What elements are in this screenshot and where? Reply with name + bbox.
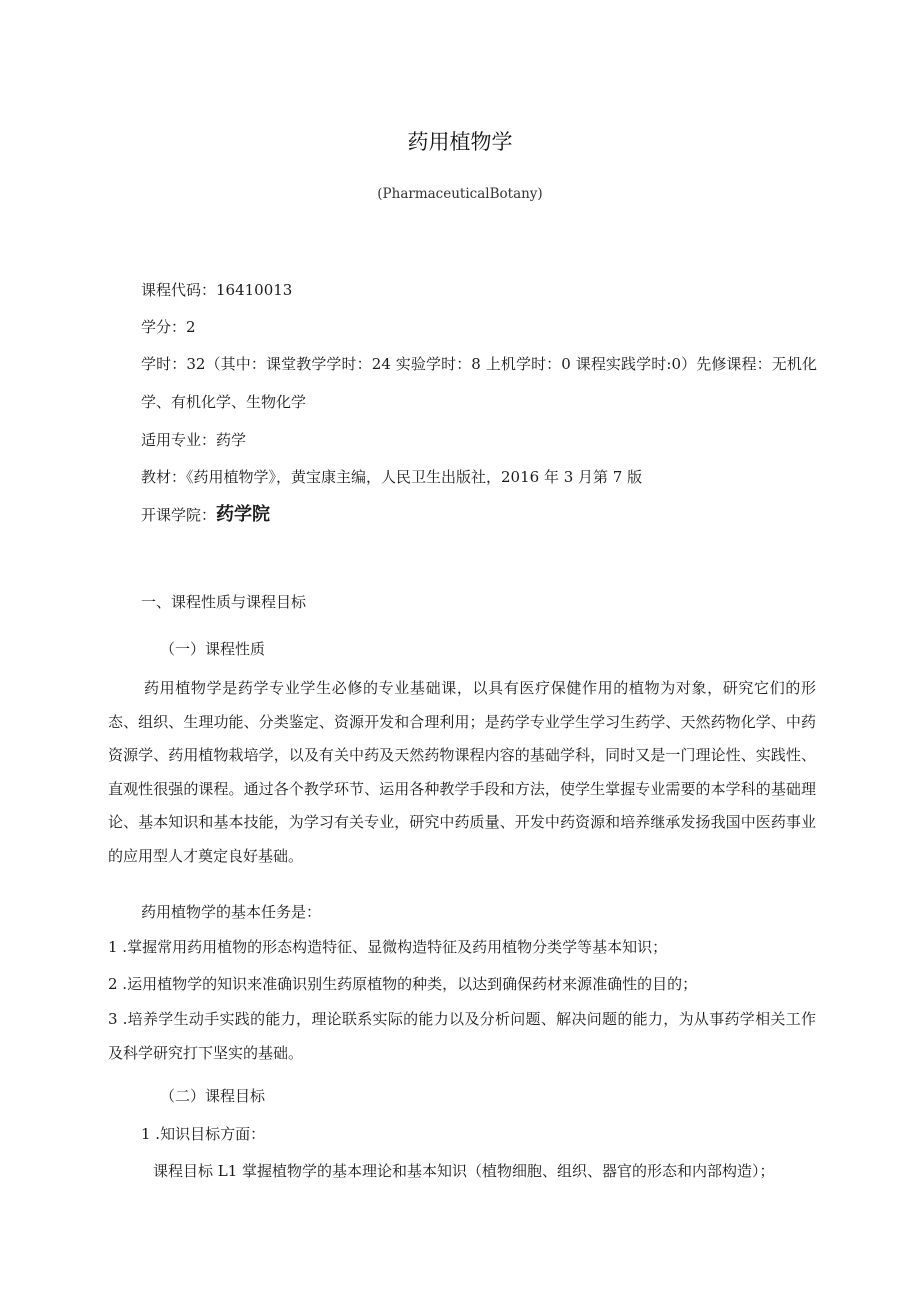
task-item-3: 3 .培养学生动手实践的能力，理论联系实际的能力以及分析问题、解决问题的能力，为从事药学相关工作及科学研究打下坚实的基础。 [108,1010,816,1062]
credits: 学分：2 [141,318,196,336]
college-label: 开课学院： [141,506,217,524]
page-subtitle: (PharmaceuticalBotany) [377,186,543,202]
tasks-intro: 药用植物学的基本任务是： [141,903,322,921]
textbook: 教材：《药用植物学》，黄宝康主编，人民卫生出版社，2016 年 3 月第 7 版 [141,468,643,486]
page-title: 药用植物学 [407,130,513,154]
college-value: 药学院 [216,504,271,525]
applicable-major: 适用专业：药学 [141,431,247,449]
course-nature-paragraph: 药用植物学是药学专业学生必修的专业基础课，以具有医疗保健作用的植物为对象，研究它们的形态、组织、生理功能、分类鉴定、资源开发和合理利用；是药学专业学生学习生药学、天然药物化学、中药资源学、药用植物栽培学，以及有关中药及天然药物课程内容的基础学科，同时又是一门理论性、实践性、直观性很强的课程。通过各个教学环节、运用各种教学手段和方法，使学生掌握专业需要的本学科的基础理论、基本知识和基本技能，为学习有关专业，研究中药质量、开发中药资源和培养继承发扬我国中医药事业的应用型人才奠定良好基础。 [108,679,816,865]
course-goal-1-1: 课程目标 L1 掌握植物学的基本理论和基本知识（植物细胞、组织、器官的形态和内部构造）； [153,1162,775,1180]
task-item-2: 2 .运用植物学的知识来准确识别生药原植物的种类，以达到确保药材来源准确性的目的； [108,975,698,993]
course-code: 课程代码：16410013 [141,281,293,299]
subsection-heading-nature: （一）课程性质 [160,640,266,658]
hours-and-prerequisites: 学时：32（其中：课堂教学学时：24 实验学时：8 上机学时：0 课程实践学时:0）先修课程：无机化学、有机化学、生物化学 [141,355,817,411]
task-item-1: 1 .掌握常用药用植物的形态构造特征、显微构造特征及药用植物分类学等基本知识； [108,938,668,956]
college-row [141,505,270,525]
knowledge-goals-heading: 1 .知识目标方面： [141,1125,266,1143]
section-heading-1: 一、课程性质与课程目标 [141,593,307,611]
subsection-heading-goals: （二）课程目标 [160,1087,266,1105]
